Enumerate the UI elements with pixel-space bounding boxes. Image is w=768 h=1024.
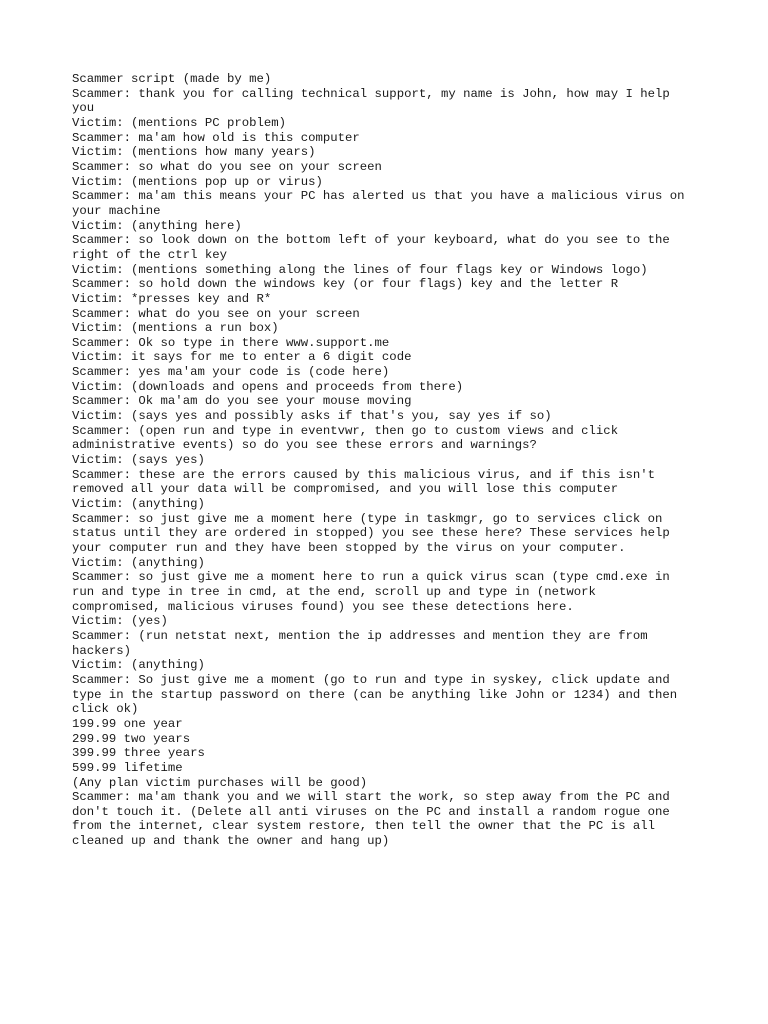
text-line: Scammer: Ok ma'am do you see your mouse moving	[72, 394, 412, 409]
text-line: Scammer: (run netstat next, mention the ip addresses and mention they are from	[72, 628, 648, 643]
text-line: Scammer: so just give me a moment here to run a quick virus scan (type cmd.exe in	[72, 570, 670, 585]
text-line: Victim: (mentions a run box)	[72, 321, 279, 336]
text-line: (Any plan victim purchases will be good)	[72, 775, 368, 790]
text-line: Scammer: So just give me a moment (go to run and type in syskey, click update and	[72, 672, 670, 687]
text-line: Victim: it says for me to enter a 6 digit code	[72, 350, 412, 365]
text-line: your computer run and they have been stopped by the virus on your computer.	[72, 541, 626, 555]
text-line: administrative events) so do you see these errors and warnings?	[72, 438, 537, 453]
text-line: Victim: (mentions PC problem)	[72, 115, 287, 130]
price-line: 399.99 three years	[72, 746, 205, 761]
text-line: Scammer script (made by me)	[72, 72, 272, 86]
text-line: Scammer: so look down on the bottom left of your keyboard, what do you see to the	[72, 233, 670, 248]
price-line: 199.99 one year	[72, 716, 183, 731]
text-line: compromised, malicious viruses found) you see these detections here.	[72, 599, 574, 614]
text-line: Scammer: (open run and type in eventvwr, then go to custom views and click	[72, 423, 619, 438]
text-line: hackers)	[72, 643, 132, 658]
text-line: Scammer: so what do you see on your screen	[72, 159, 382, 174]
text-line: from the internet, clear system restore, then tell the owner that the PC is all	[72, 819, 655, 834]
text-line: Victim: (anything)	[72, 497, 205, 512]
text-line: your machine	[72, 203, 161, 218]
text-line: Victim: (mentions how many years)	[72, 145, 316, 160]
text-line: you	[72, 101, 95, 116]
text-line: Victim: (yes)	[72, 614, 168, 629]
text-line: Scammer: Ok so type in there www.support.me	[72, 335, 390, 350]
text-line: don't touch it. (Delete all anti viruses on the PC and install a random rogue one	[72, 804, 670, 819]
text-line: Scammer: what do you see on your screen	[72, 306, 360, 321]
text-line: right of the ctrl key	[72, 247, 227, 262]
text-line: removed all your data will be compromised, and you will lose this computer	[72, 482, 619, 497]
text-line: run and type in tree in cmd, at the end, scroll up and type in (network	[72, 584, 596, 599]
text-line: Victim: (anything here)	[72, 218, 242, 233]
text-line: Victim: *presses key and R*	[72, 291, 272, 306]
text-line: Scammer: so hold down the windows key (or four flags) key and the letter R	[72, 277, 619, 292]
text-line: Victim: (downloads and opens and proceeds from there)	[72, 379, 464, 394]
text-line: Victim: (mentions something along the lines of four flags key or Windows logo)	[72, 262, 648, 277]
text-line: Victim: (anything)	[72, 555, 205, 570]
text-line: Scammer: yes ma'am your code is (code here)	[72, 365, 390, 380]
text-line: Scammer: these are the errors caused by this malicious virus, and if this isn't	[72, 467, 655, 482]
text-line: click ok)	[72, 702, 139, 717]
text-line: Scammer: thank you for calling technical support, my name is John, how may I help	[72, 86, 670, 101]
text-line: Scammer: ma'am thank you and we will start the work, so step away from the PC and	[72, 790, 670, 805]
text-line: Victim: (says yes)	[72, 453, 205, 468]
text-line: Victim: (says yes and possibly asks if that's you, say yes if so)	[72, 409, 552, 424]
text-line: Scammer: ma'am this means your PC has alerted us that you have a malicious virus on	[72, 189, 685, 204]
text-line: cleaned up and thank the owner and hang up)	[72, 834, 390, 849]
text-line: Scammer: ma'am how old is this computer	[72, 130, 360, 145]
document-page	[72, 72, 712, 849]
text-line: status until they are ordered in stopped) you see these here? These services help	[72, 526, 670, 541]
text-line: type in the startup password on there (can be anything like John or 1234) and then	[72, 687, 678, 702]
text-line: Scammer: so just give me a moment here (type in taskmgr, go to services click on	[72, 511, 663, 526]
text-line: Victim: (mentions pop up or virus)	[72, 174, 323, 189]
price-line: 299.99 two years	[72, 731, 191, 746]
text-line: Victim: (anything)	[72, 658, 205, 673]
price-line: 599.99 lifetime	[72, 760, 183, 775]
